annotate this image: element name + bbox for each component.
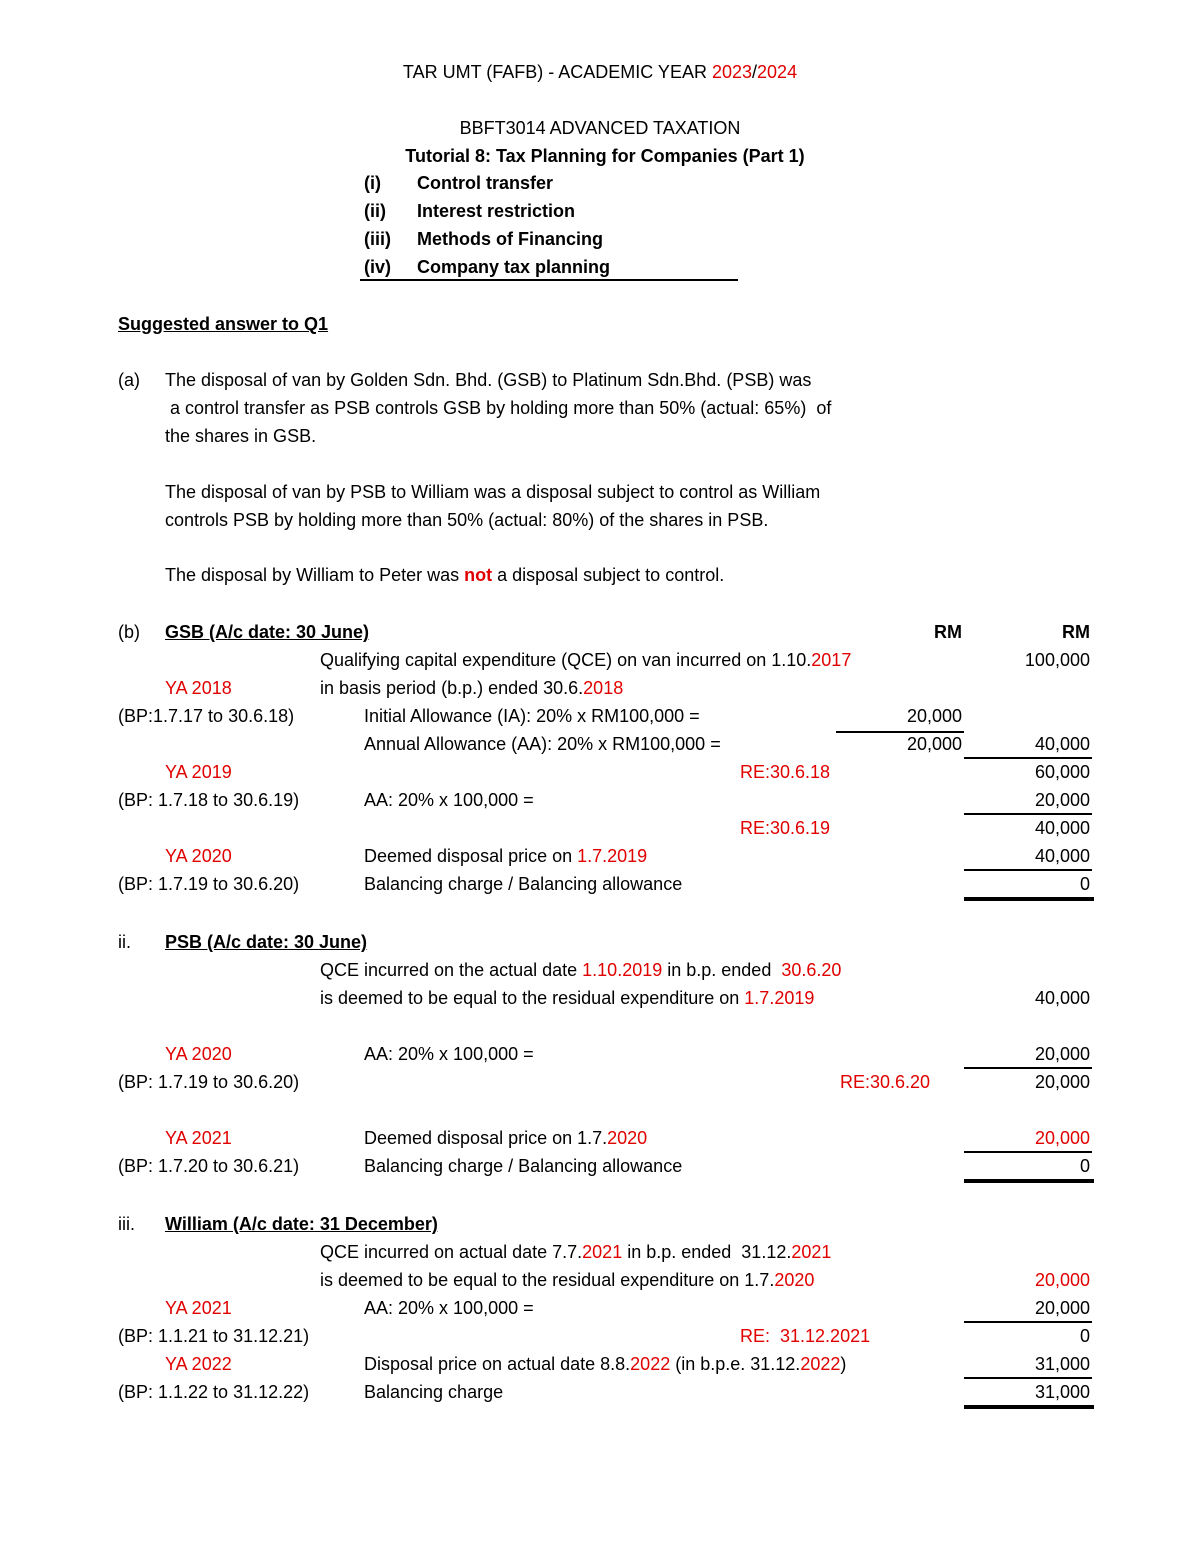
deem-date: 1.7.2019 [744,988,815,1008]
total-line [964,813,1092,815]
ddp-amount: 40,000 [1034,846,1090,866]
course-title: BBFT3014 ADVANCED TAXATION [459,118,741,138]
balancing-charge-amount: 0 [1079,874,1090,894]
ya-label: YA 2022 [165,1354,232,1374]
part-a-label: (a) [118,370,140,390]
tutorial-title: Tutorial 8: Tax Planning for Companies (Part 1) [405,146,805,166]
william-title: William (A/c date: 31 December) [165,1214,438,1234]
gsb-title: GSB (A/c date: 30 June) [165,622,370,642]
topic-num: (i) [364,173,381,193]
residual-expenditure-label: RE:30.6.18 [740,762,831,782]
ia-text: Initial Allowance (IA): 20% x RM100,000 = [364,706,700,726]
dp-text: Disposal price on actual date 8.8. [364,1354,631,1374]
ddp-amount: 20,000 [1034,1128,1090,1148]
total-line [964,1377,1092,1379]
part-a-p2-line: controls PSB by holding more than 50% (actual: 80%) of the shares in PSB. [165,510,769,530]
ya-label: YA 2021 [165,1298,232,1318]
qce-text: Qualifying capital expenditure (QCE) on van incurred on 1.10. [320,650,812,670]
double-underline [964,1405,1094,1409]
gsb-basis-period [320,677,623,699]
topic-num: (iv) [364,257,391,277]
p3-text-end: a disposal subject to control. [492,565,725,585]
balancing-charge-amount: 31,000 [1034,1382,1090,1402]
bp-label: (BP: 1.7.19 to 30.6.20) [118,1072,300,1092]
topic-label: Interest restriction [417,201,576,221]
ddp-text: Deemed disposal price on 1.7. [364,1128,608,1148]
bp-text: in basis period (b.p.) ended 30.6. [320,678,584,698]
aa-amount: 20,000 [1034,1044,1090,1064]
total-line [964,1321,1092,1323]
aa-amount: 20,000 [1034,1298,1090,1318]
aa-amount: 20,000 [906,734,962,754]
year-separator: / [752,62,758,82]
gsb-qce [320,649,851,671]
bp-year: 2018 [583,678,624,698]
dp-text-mid: (in b.p.e. 31.12. [670,1354,801,1374]
aa-text: Annual Allowance (AA): 20% x RM100,000 = [364,734,721,754]
qce-text: QCE incurred on the actual date [320,960,583,980]
ya-label: YA 2020 [165,1044,232,1064]
deem-text: is deemed to be equal to the residual expenditure on 1.7. [320,1270,775,1290]
re-amount: 60,000 [1034,762,1090,782]
answer-heading: Suggested answer to Q1 [118,314,329,334]
part-a-p1-line: the shares in GSB. [165,426,317,446]
aa-text: AA: 20% x 100,000 = [364,790,534,810]
emphasis-not: not [464,565,493,585]
residual-expenditure-label: RE: 31.12.2021 [740,1326,871,1346]
double-underline [964,897,1094,901]
re-amount: 0 [1079,1326,1090,1346]
qce-end-date: 30.6.20 [781,960,842,980]
bp-label: (BP: 1.1.21 to 31.12.21) [118,1326,310,1346]
ddp-date: 1.7.2019 [577,846,648,866]
dp-close: ) [840,1354,847,1374]
aa-text: AA: 20% x 100,000 = [364,1044,534,1064]
psb-deemed [320,987,814,1009]
balancing-charge-amount: 0 [1079,1156,1090,1176]
part-iii-label: iii. [118,1214,135,1234]
topic-label: Control transfer [417,173,554,193]
aa-total: 40,000 [1034,734,1090,754]
column-header-rm: RM [934,622,962,642]
balancing-charge-text: Balancing charge / Balancing allowance [364,874,683,894]
residual-expenditure-label: RE:30.6.20 [840,1072,931,1092]
william-deemed [320,1269,814,1291]
year-end: 2024 [757,62,798,82]
gsb-qce-amount: 100,000 [1024,650,1090,670]
dp-amount: 31,000 [1034,1354,1090,1374]
double-underline [964,1179,1094,1183]
topic-num: (ii) [364,201,386,221]
qce-text-mid: in b.p. ended [662,960,782,980]
qce-year: 2017 [811,650,852,670]
qce-text-mid: in b.p. ended 31.12. [622,1242,792,1262]
topic-label: Company tax planning [417,257,611,277]
institution-text: TAR UMT (FAFB) - ACADEMIC YEAR [402,62,712,82]
aa-amount: 20,000 [1034,790,1090,810]
deem-year: 2020 [774,1270,815,1290]
part-a-p1-line: a control transfer as PSB controls GSB by holding more than 50% (actual: 65%) of [165,398,832,418]
ia-amount: 20,000 [906,706,962,726]
aa-text: AA: 20% x 100,000 = [364,1298,534,1318]
re-amount: 20,000 [1034,1072,1090,1092]
dp-end-year: 2022 [800,1354,841,1374]
residual-expenditure-label: RE:30.6.19 [740,818,831,838]
year-start: 2023 [711,62,753,82]
qce-end-year: 2021 [791,1242,832,1262]
bp-label: (BP: 1.7.19 to 30.6.20) [118,874,300,894]
total-line [964,869,1092,871]
psb-qce [320,959,841,981]
bp-label: (BP: 1.7.20 to 30.6.21) [118,1156,300,1176]
deemed-disposal-price [364,845,647,867]
psb-title: PSB (A/c date: 30 June) [165,932,368,952]
p3-text: The disposal by William to Peter was [165,565,465,585]
ya-label: YA 2018 [165,678,232,698]
total-line [964,757,1092,759]
deem-text: is deemed to be equal to the residual expenditure on [320,988,745,1008]
part-b-label: (b) [118,622,140,642]
deem-amount: 20,000 [1034,1270,1090,1290]
deemed-disposal-price [364,1127,647,1149]
balancing-charge-text: Balancing charge [364,1382,504,1402]
part-a-p2-line: The disposal of van by PSB to William was a disposal subject to control as William [165,482,821,502]
topic-label: Methods of Financing [417,229,603,249]
topic-num: (iii) [364,229,391,249]
part-a-p3 [165,564,724,586]
total-line [964,1067,1092,1069]
ya-label: YA 2021 [165,1128,232,1148]
header-underline [360,279,738,281]
bp-label: (BP:1.7.17 to 30.6.18) [118,706,295,726]
qce-date: 1.10.2019 [582,960,663,980]
dp-year: 2022 [630,1354,671,1374]
part-a-p1-line: The disposal of van by Golden Sdn. Bhd. (GSB) to Platinum Sdn.Bhd. (PSB) was [165,370,812,390]
ddp-text: Deemed disposal price on [364,846,578,866]
deem-amount: 40,000 [1034,988,1090,1008]
balancing-charge-text: Balancing charge / Balancing allowance [364,1156,683,1176]
william-qce [320,1241,831,1263]
total-line [964,1151,1092,1153]
disposal-price [364,1353,846,1375]
qce-text: QCE incurred on actual date 7.7. [320,1242,583,1262]
bp-label: (BP: 1.7.18 to 30.6.19) [118,790,300,810]
qce-year: 2021 [582,1242,623,1262]
part-ii-label: ii. [118,932,131,952]
ya-label: YA 2020 [165,846,232,866]
re-amount: 40,000 [1034,818,1090,838]
ddp-year: 2020 [607,1128,648,1148]
ya-label: YA 2019 [165,762,232,782]
academic-year-line [0,61,1200,83]
bp-label: (BP: 1.1.22 to 31.12.22) [118,1382,310,1402]
column-header-rm: RM [1062,622,1090,642]
